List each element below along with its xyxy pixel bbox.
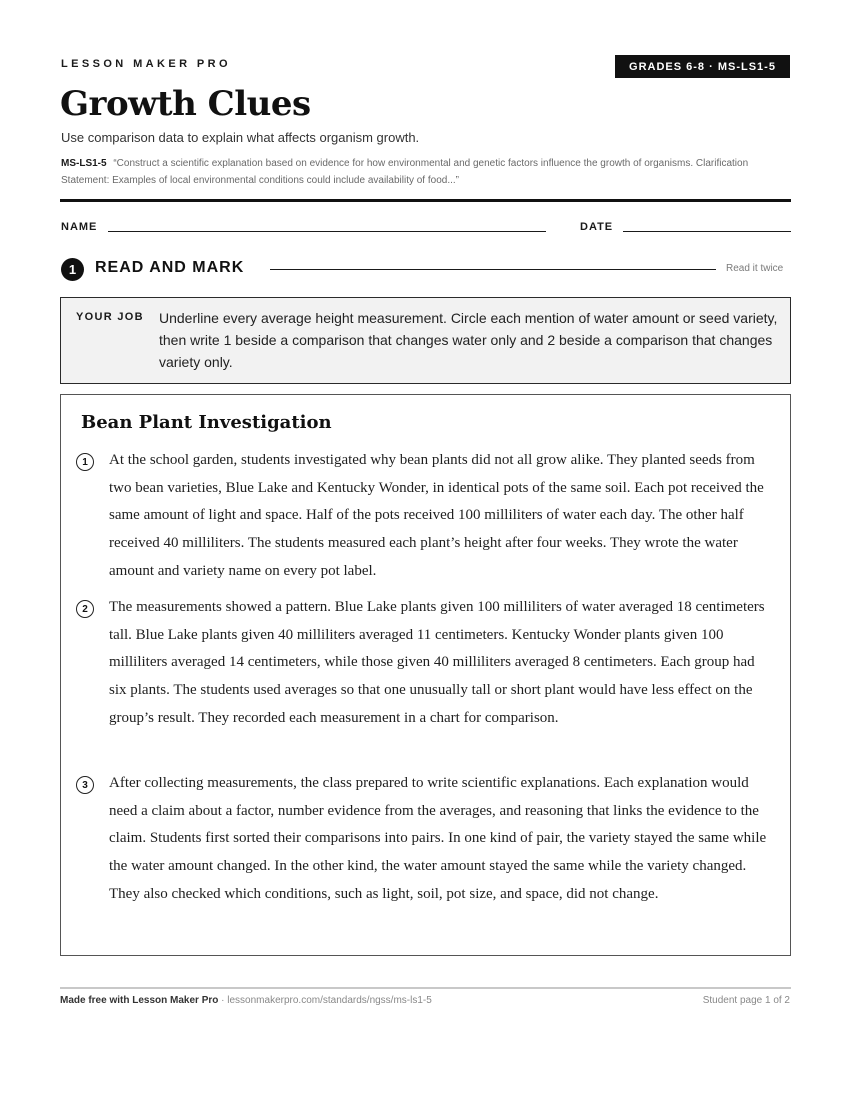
page-subtitle: Use comparison data to explain what affects organism growth.	[61, 130, 420, 145]
paragraph-text: At the school garden, students investigated why bean plants did not all grow alike. They planted seeds from two bean varieties, Blue Lake and Kentucky Wonder, in identical pots of the same soil. Each pot received the same amount of light and space. Half of the pots received 100 milliliters of water each day. The other half received 40 milliliters. The students measured each plant’s height after four weeks. They wrote the water amount and variety name on every pot label.	[109, 452, 764, 579]
standard-statement	[61, 155, 791, 189]
section-divider	[270, 269, 716, 270]
section-number-badge: 1	[61, 258, 84, 281]
name-label: NAME	[61, 221, 98, 233]
footer-made-with: Made free with Lesson Maker Pro	[60, 995, 219, 1006]
section-note: Read it twice	[726, 263, 784, 274]
paragraph-text: After collecting measurements, the class prepared to write scientific explanations. Each explanation would need a claim about a factor, number evidence from the averages, and reasoning that links the evidence to the claim. Students first sorted their comparisons into pairs. In one kind of pair, the variety stayed the same while the water amount changed. In the other kind, the water amount stayed the same while the variety changed. They also checked which conditions, such as light, soil, pot size, and space, did not change.	[109, 775, 767, 902]
job-text: Underline every average height measurement. Circle each mention of water amount or seed variety, then write 1 beside a comparison that changes water only and 2 beside a comparison that changes variety only.	[159, 310, 778, 370]
standard-code: MS-LS1-5	[61, 158, 107, 169]
grade-badge: GRADES 6-8 · MS-LS1-5	[615, 55, 790, 78]
date-field[interactable]	[623, 231, 791, 232]
job-instructions-box	[60, 297, 791, 384]
name-field[interactable]	[108, 231, 546, 232]
paragraph-number-badge: 2	[76, 600, 94, 618]
brand-name: LESSON MAKER PRO	[61, 58, 231, 70]
header-divider	[60, 199, 791, 202]
standard-text: “Construct a scientific explanation based on evidence for how environmental and genetic factors influence the growth of organisms. Clarification Statement: Examples of local environmental conditions could include availability of food...”	[61, 158, 749, 186]
paragraph-text: The measurements showed a pattern. Blue Lake plants given 100 milliliters of water averaged 18 centimeters tall. Blue Lake plants given 40 milliliters averaged 11 centimeters. Kentucky Wonder plants given 100 milliliters averaged 14 centimeters, while those given 40 milliliters averaged 8 centimeters. Each group had six plants. The students used averages so that one unusually tall or short plant would have less effect on the group’s result. They recorded each measurement in a chart for comparison.	[109, 599, 765, 726]
paragraph-number-badge: 3	[76, 776, 94, 794]
job-label: YOUR JOB	[76, 311, 144, 323]
paragraph-number-badge: 1	[76, 453, 94, 471]
footer-divider	[60, 987, 791, 989]
section-title: READ AND MARK	[95, 259, 245, 276]
page-title: Growth Clues	[60, 84, 311, 124]
footer-url[interactable]: · lessonmakerpro.com/standards/ngss/ms-ls1-5	[218, 995, 432, 1006]
passage-title: Bean Plant Investigation	[81, 412, 332, 433]
date-label: DATE	[580, 221, 614, 233]
reading-passage	[60, 394, 791, 956]
footer-page-number: Student page 1 of 2	[702, 995, 790, 1006]
footer-credit	[60, 995, 432, 1006]
